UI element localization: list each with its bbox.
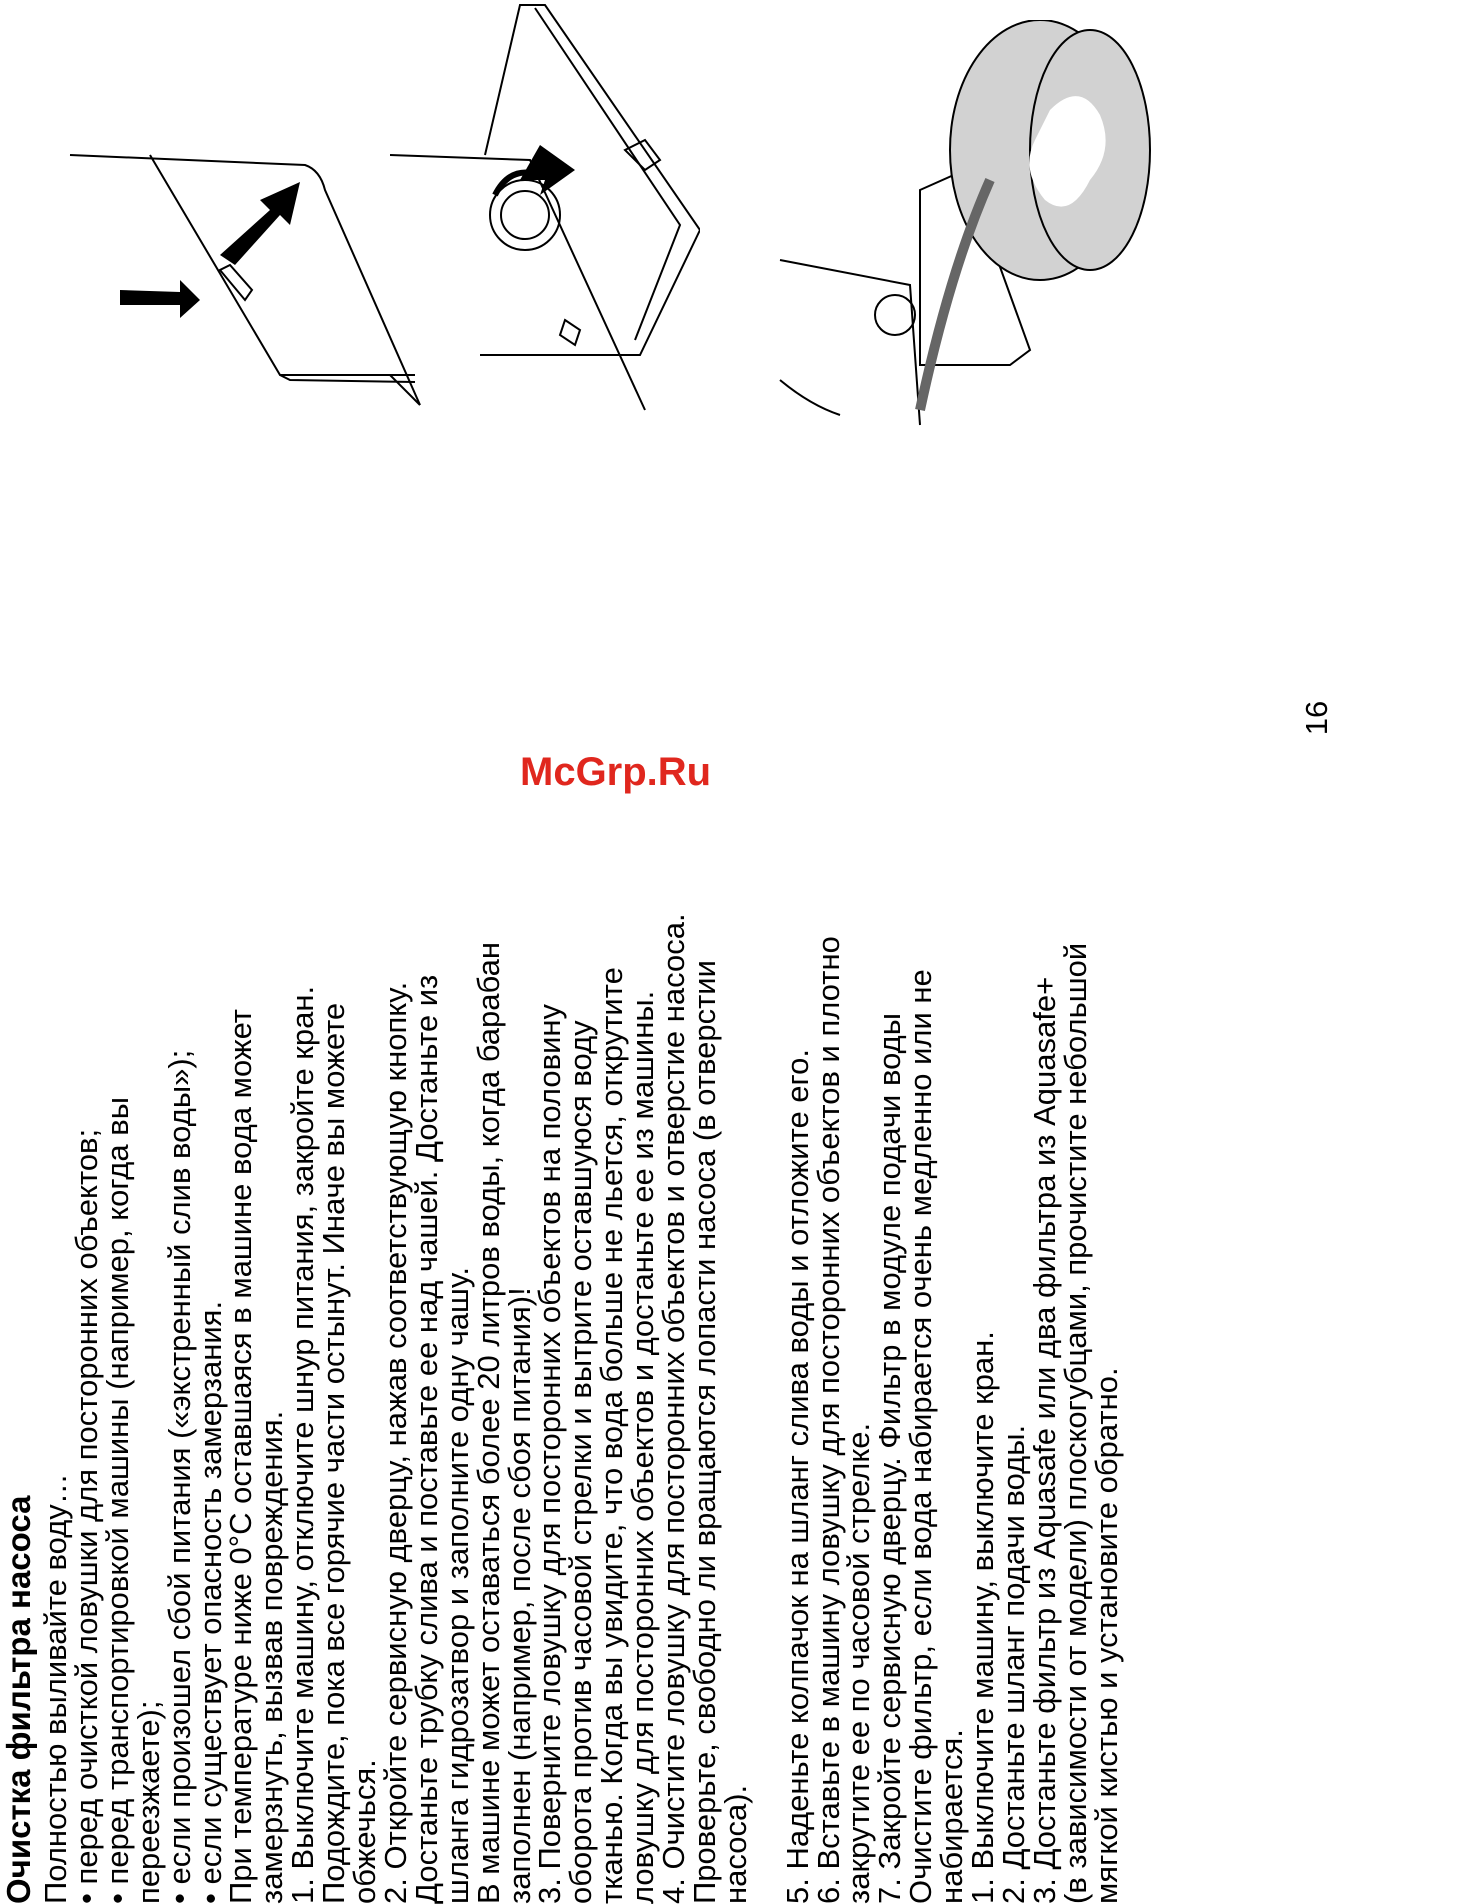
text-line: 7. Закройте сервисную дверцу. Фильтр в модуле подачи воды	[872, 1013, 908, 1904]
watermark: McGrp.Ru	[520, 750, 712, 794]
text-line: закрутите ее по часовой стрелке.	[841, 1422, 877, 1904]
text-line: Проверьте, свободно ли вращаются лопасти насоса (в отверстии	[686, 960, 722, 1904]
text-line: насоса).	[717, 1784, 753, 1904]
text-line: 2. Откройте сервисную дверцу, нажав соответствующую кнопку.	[377, 981, 413, 1904]
text-line: Полностью выливайте воду…	[38, 1473, 73, 1904]
text-line: мягкой кистью и установите обратно.	[1088, 1367, 1124, 1904]
text-line: 3. Достаньте фильтр из Aquasafe или два фильтра из Aquasafe+	[1026, 976, 1062, 1904]
text-line: 3. Поверните ловушку для посторонних объектов на половину	[532, 1004, 568, 1904]
text-line: 6. Вставьте в машину ловушку для посторонних объектов и плотно	[810, 936, 846, 1904]
text-line: 4. Очистите ловушку для посторонних объектов и отверстие насоса.	[656, 913, 691, 1904]
page-number: 16	[1299, 700, 1335, 736]
text-line: 5. Наденьте колпачок на шланг слива воды и отложите его.	[779, 1048, 815, 1904]
text-line: • если существует опасность замерзания.	[192, 1300, 228, 1904]
text-line: оборота против часовой стрелки и вытрите оставшуюся воду	[563, 1020, 599, 1904]
text-line: В машине может оставаться более 20 литров воды, когда барабан	[470, 942, 506, 1904]
text-line: (в зависимости от модели) плоскогубцами, прочистите небольшой	[1057, 942, 1093, 1904]
text-line: • перед очисткой ловушки для посторонних объектов;	[68, 1128, 104, 1904]
text-line: 1. Выключите машину, отключите шнур питания, закройте кран.	[285, 985, 321, 1904]
text-line: ловушку для посторонних объектов и достаньте ее из машины.	[625, 990, 661, 1904]
text-line: При температуре ниже 0°C оставшаяся в машине вода может	[223, 1008, 259, 1904]
text-line: обжечься.	[347, 1759, 382, 1904]
text-line: переезжаете);	[130, 1700, 166, 1904]
text-line: тканью. Когда вы увидите, что вода больше не льется, открутите	[594, 967, 630, 1904]
text-line: Достаньте трубку слива и поставьте ее над чашей. Достаньте из	[408, 974, 444, 1904]
page-title: Очистка фильтра насоса	[0, 1495, 37, 1904]
text-line: заполнен (например, после сбоя питания)!	[501, 1287, 537, 1904]
text-line: • перед транспортировкой машины (например, когда вы	[99, 1097, 135, 1904]
text-line: Подождите, пока все горячие части остынут. Иначе вы можете	[316, 1002, 352, 1904]
text-line: Очистите фильтр, если вода набирается очень медленно или не	[903, 969, 939, 1904]
text-line: • если произошел сбой питания («экстренный слив воды»);	[161, 1049, 197, 1904]
text-line: 1. Выключите машину, выключите кран.	[965, 1331, 1000, 1904]
text-line: 2. Достаньте шланг подачи воды.	[995, 1424, 1031, 1904]
text-line: набирается.	[934, 1729, 970, 1904]
text-line: замерзнуть, вызвав повреждения.	[254, 1410, 290, 1904]
text-line: шланга гидрозатвор и заполните одну чашу.	[439, 1267, 475, 1904]
